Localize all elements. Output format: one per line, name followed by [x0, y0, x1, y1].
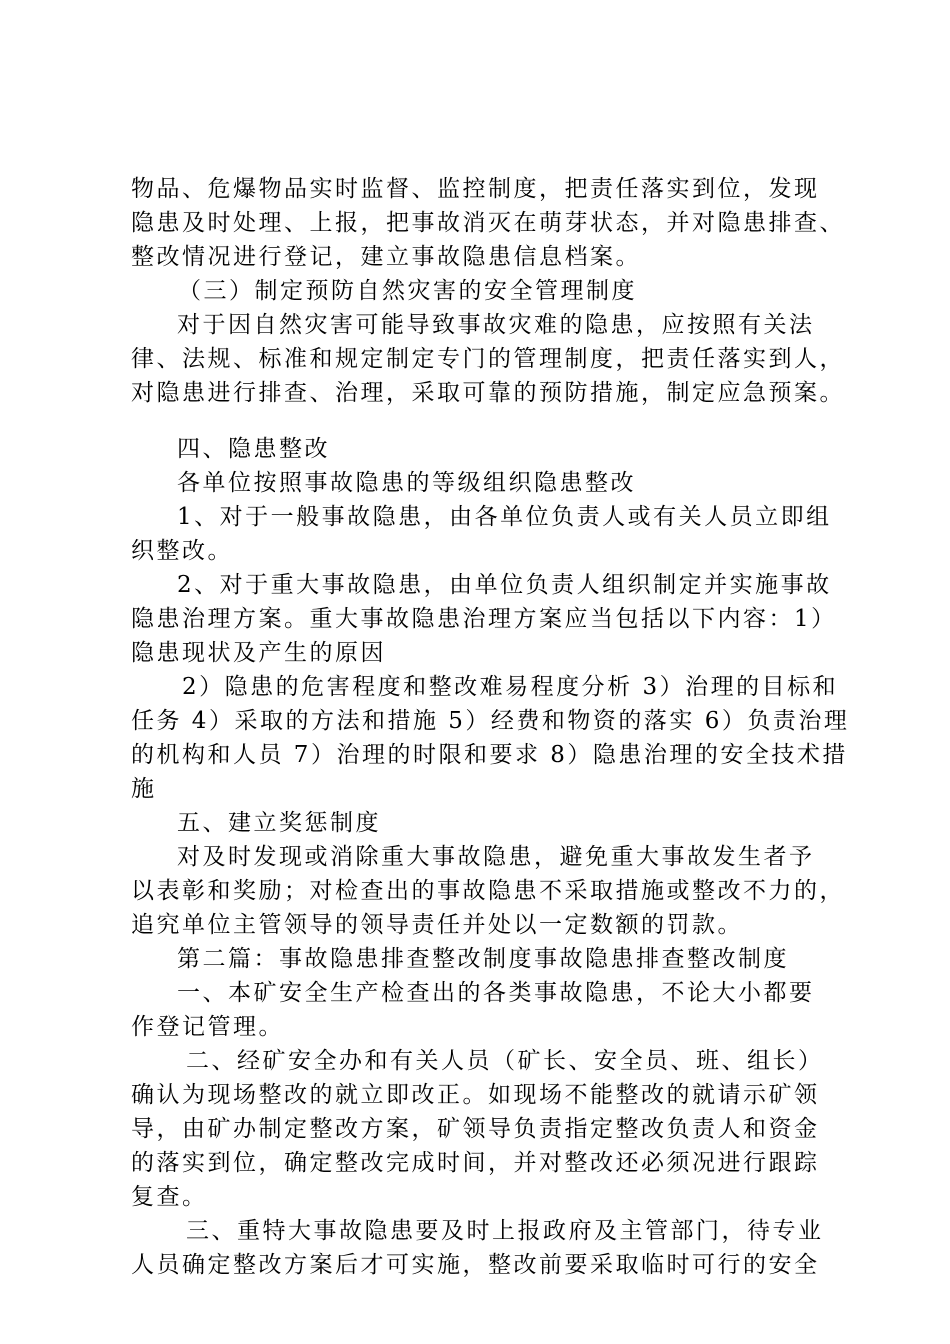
text-line: 隐患及时处理、上报，把事故消灭在萌芽状态，并对隐患排查、	[131, 210, 845, 236]
text-line: 隐患现状及产生的原因	[131, 640, 386, 666]
section-heading: 四、隐患整改	[177, 436, 330, 462]
text-line: 织整改。	[131, 538, 233, 564]
text-line: 人员确定整改方案后才可实施，整改前要采取临时可行的安全	[131, 1252, 820, 1278]
text-line: 隐患治理方案。重大事故隐患治理方案应当包括以下内容：1）	[131, 606, 837, 632]
text-line: 以表彰和奖励；对检查出的事故隐患不采取措施或整改不力的，	[131, 878, 845, 904]
text-line: 律、法规、标准和规定制定专门的管理制度，把责任落实到人，	[131, 346, 845, 372]
text-line: 二、经矿安全办和有关人员（矿长、安全员、班、组长）	[186, 1048, 824, 1074]
text-line: 对及时发现或消除重大事故隐患，避免重大事故发生者予	[177, 844, 815, 870]
text-line: 对隐患进行排查、治理，采取可靠的预防措施，制定应急预案。	[131, 380, 845, 406]
text-line: 一、本矿安全生产检查出的各类事故隐患，不论大小都要	[177, 980, 815, 1006]
text-line: 对于因自然灾害可能导致事故灾难的隐患，应按照有关法	[177, 312, 815, 338]
text-line: 导，由矿办制定整改方案，矿领导负责指定整改负责人和资金	[131, 1116, 820, 1142]
text-line: 的落实到位，确定整改完成时间，并对整改还必须况进行跟踪	[131, 1150, 820, 1176]
text-line: 任务 4）采取的方法和措施 5）经费和物资的落实 6）负责治理	[131, 708, 850, 734]
text-line: 的机构和人员 7）治理的时限和要求 8）隐患治理的安全技术措	[131, 742, 848, 768]
text-line: 1、对于一般事故隐患，由各单位负责人或有关人员立即组	[177, 504, 832, 530]
text-line: 施	[131, 776, 157, 802]
text-line: 整改情况进行登记，建立事故隐患信息档案。	[131, 244, 641, 270]
text-line: 各单位按照事故隐患的等级组织隐患整改	[177, 470, 636, 496]
text-line: 追究单位主管领导的领导责任并处以一定数额的罚款。	[131, 912, 743, 938]
text-line: 作登记管理。	[131, 1014, 284, 1040]
text-line: 三、重特大事故隐患要及时上报政府及主管部门，待专业	[186, 1218, 824, 1244]
section-heading: 第二篇：事故隐患排查整改制度事故隐患排查整改制度	[177, 946, 789, 972]
text-line: 2）隐患的危害程度和整改难易程度分析 3）治理的目标和	[182, 674, 839, 700]
text-line: 物品、危爆物品实时监督、监控制度，把责任落实到位，发现	[131, 176, 820, 202]
text-line: 2、对于重大事故隐患，由单位负责人组织制定并实施事故	[177, 572, 832, 598]
text-line: 确认为现场整改的就立即改正。如现场不能整改的就请示矿领	[131, 1082, 820, 1108]
section-heading: 五、建立奖惩制度	[177, 810, 381, 836]
text-line: 复查。	[131, 1184, 208, 1210]
section-heading: （三）制定预防自然灾害的安全管理制度	[178, 278, 637, 304]
